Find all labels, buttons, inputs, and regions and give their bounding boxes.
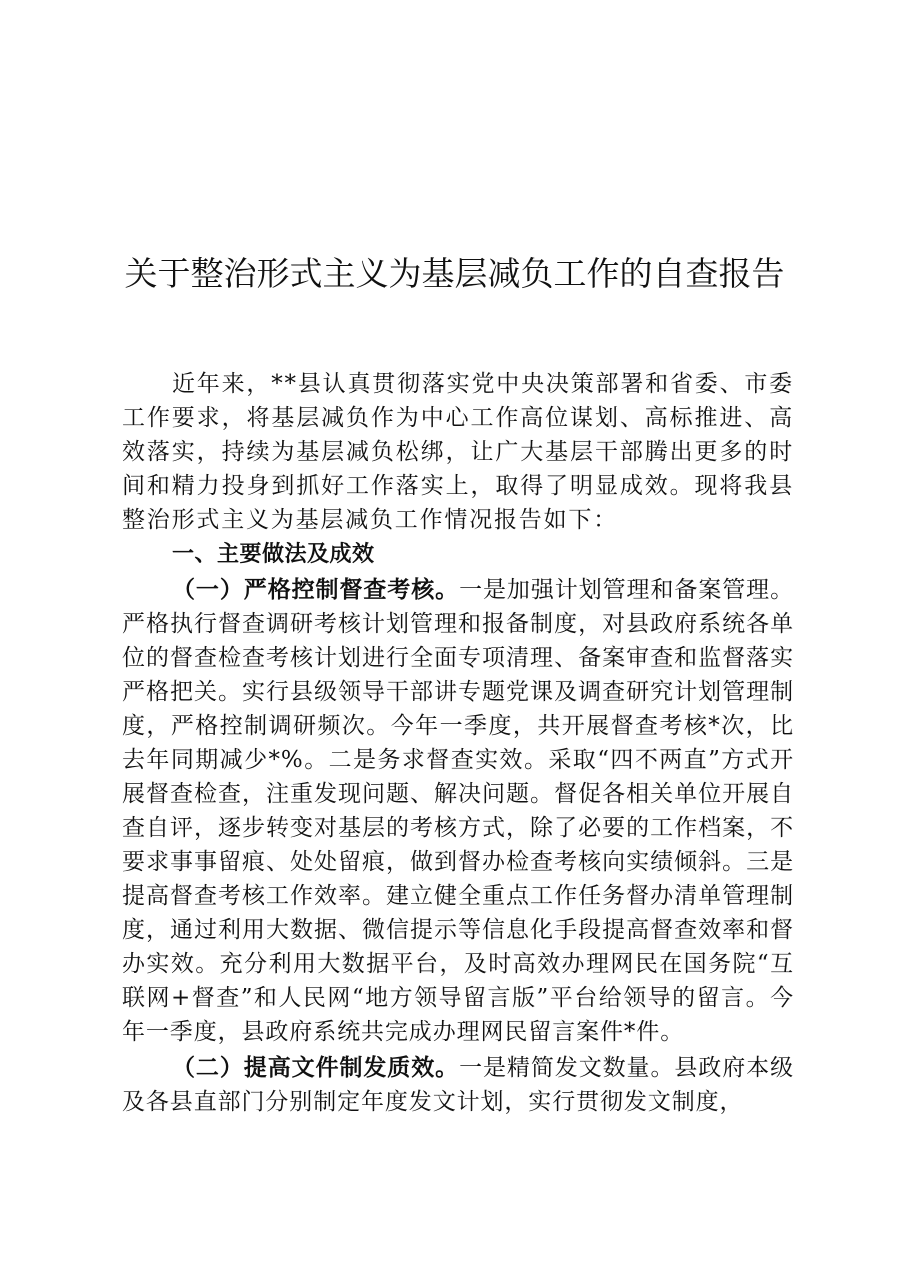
- item-1-paragraph: [122, 573, 794, 1049]
- item-2-heading: （二）提高文件制发质效。: [172, 1054, 460, 1081]
- document-title: 关于整治形式主义为基层减负工作的自查报告: [124, 254, 785, 293]
- item-2-paragraph: [122, 1051, 794, 1119]
- item-2-text: 一是精简发文数量。县政府本级及各县直部门分别制定年度发文计划，实行贯彻发文制度，: [122, 1055, 794, 1115]
- item-1-heading: （一）严格控制督查考核。: [172, 576, 460, 603]
- document-body: [122, 367, 794, 1119]
- section-heading: 一、主要做法及成效: [172, 542, 375, 567]
- intro-paragraph: 近年来，**县认真贯彻落实党中央决策部署和省委、市委工作要求，将基层减负作为中心工作高位谋划、高标推进、高效落实，持续为基层减负松绑，让广大基层干部腾出更多的时间和精力投身到抓好工作落实上，取得了明显成效。现将我县整治形式主义为基层减负工作情况报告如下：: [122, 371, 794, 533]
- item-1-text: 一是加强计划管理和备案管理。严格执行督查调研考核计划管理和报备制度，对县政府系统各单位的督查检查考核计划进行全面专项清理、备案审查和监督落实严格把关。实行县级领导干部讲专题党课及调查研究计划管理制度，严格控制调研频次。今年一季度，共开展督查考核*次，比去年同期减少*%。二是务求督查实效。采取“四不两直”方式开展督查检查，注重发现问题、解决问题。督促各相关单位开展自查自评，逐步转变对基层的考核方式，除了必要的工作档案，不要求事事留痕、处处留痕，做到督办检查考核向实绩倾斜。三是提高督查考核工作效率。建立健全重点工作任务督办清单管理制度，通过利用大数据、微信提示等信息化手段提高督查效率和督办实效。充分利用大数据平台，及时高效办理网民在国务院“互联网+督查”和人民网“地方领导留言版”平台给领导的留言。今年一季度，县政府系统共完成办理网民留言案件*件。: [122, 577, 794, 1045]
